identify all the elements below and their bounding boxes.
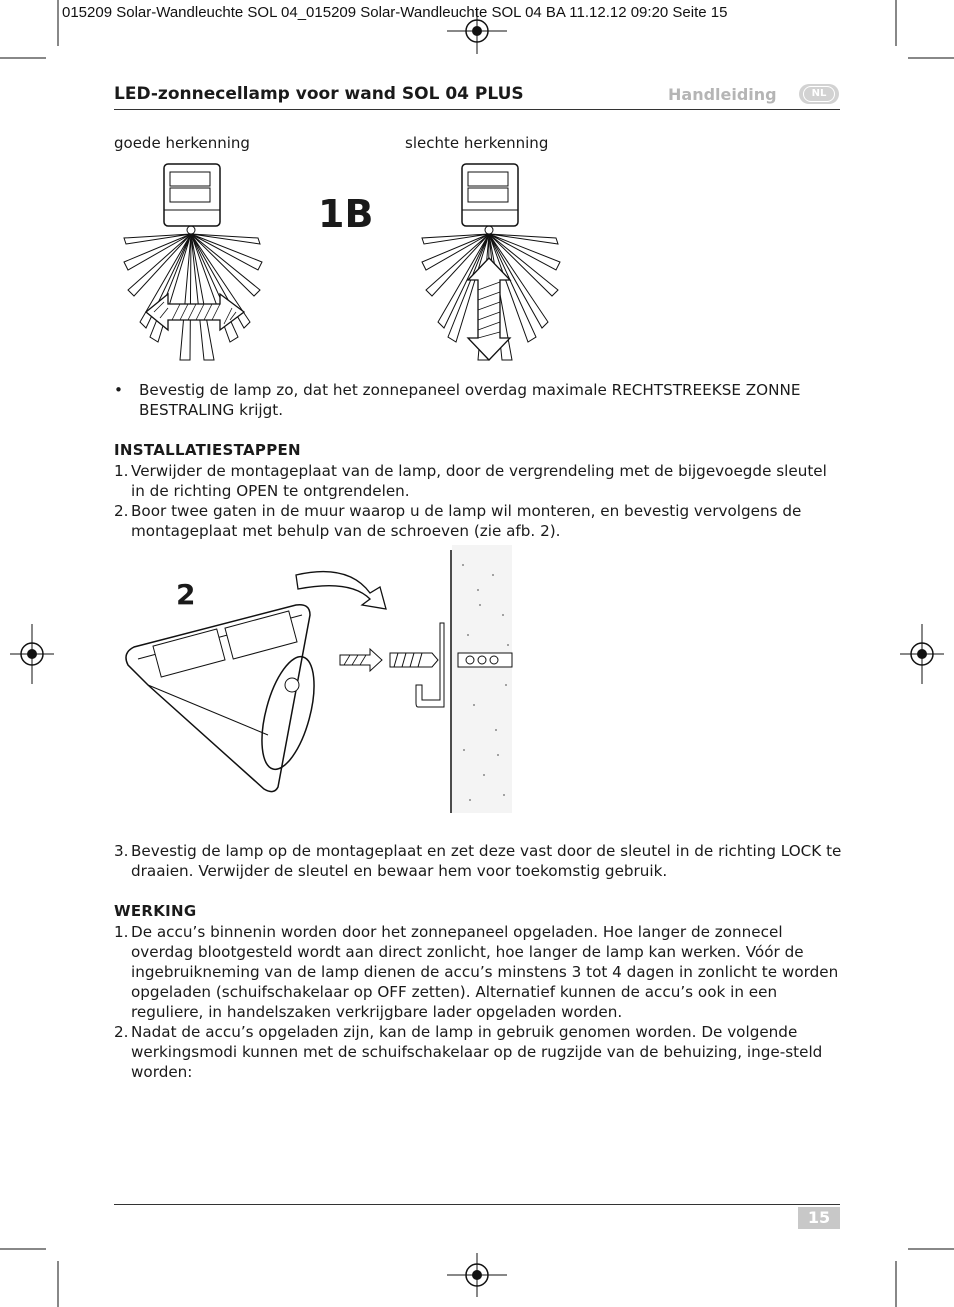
step-text: Nadat de accu’s opgeladen zijn, kan de lamp in gebruik genomen worden. De volgende werkingsmodi kunnen met de schuifschakelaar op de rugzijde van de behuizing, inge-steld worden:: [131, 1023, 823, 1081]
page-title: LED-zonnecellamp voor wand SOL 04 PLUS: [114, 84, 524, 104]
registration-mark-right: [900, 624, 944, 684]
registration-mark-left: [10, 624, 54, 684]
registration-mark-bottom: [447, 1253, 507, 1297]
step-text: De accu’s binnenin worden door het zonnepaneel opgeladen. Hoe langer de zonnecel overdag blootgesteld wordt aan direct zonlicht, hoe langer de lamp kan werken. Vóór de ingebruikneming van de lamp dienen de accu’s minstens 3 tot 4 dagen in zonlicht te worden opgeladen (schuifschakelaar op OFF zetten). Alternatief kunnen de accu’s ook in een reguliere, in handelszaken verkrijgbare lader opgeladen worden.: [131, 923, 839, 1021]
step-text: Verwijder de montageplaat van de lamp, door de vergrendeling met de bijgevoegde sleutel in de richting OPEN te ontgrendelen.: [131, 462, 827, 500]
installation-heading: INSTALLATIESTAPPEN: [114, 441, 301, 459]
operation-step-2: [114, 1022, 844, 1082]
good-detection-caption: goede herkenning: [114, 134, 250, 152]
footer-rule: [114, 1204, 840, 1205]
header-rule: [114, 109, 840, 110]
good-detection-illustration: [120, 162, 270, 362]
step-number: 3.: [114, 842, 129, 860]
operation-step-1: [114, 922, 844, 1022]
step-number: 1.: [114, 462, 129, 480]
section-label: Handleiding: [668, 85, 777, 104]
bad-detection-caption: slechte herkenning: [405, 134, 549, 152]
step-number: 2.: [114, 1023, 129, 1041]
install-step-1: [114, 461, 844, 501]
install-step-2: [114, 501, 844, 541]
language-badge: [799, 84, 839, 104]
install-step-3: [114, 841, 844, 881]
bad-detection-illustration: [418, 162, 568, 362]
figure-2-label: 2: [176, 578, 196, 611]
step-text: Boor twee gaten in de muur waarop u de lamp wil monteren, en bevestig vervolgens de montageplaat met behulp van de schroeven (zie afb. 2).: [131, 502, 802, 540]
mounting-illustration: [118, 545, 518, 815]
operation-heading: WERKING: [114, 902, 197, 920]
figure-1b-label: 1B: [318, 192, 374, 236]
step-text: Bevestig de lamp op de montageplaat en zet deze vast door de sleutel in de richting LOCK te draaien. Verwijder de sleutel en bewaar hem voor toekomstig gebruik.: [131, 842, 842, 880]
page-number: 15: [798, 1207, 840, 1229]
bullet-mark: •: [114, 381, 123, 399]
bullet-text: Bevestig de lamp zo, dat het zonnepaneel overdag maximale RECHTSTREEKSE ZONNE BESTRALING krijgt.: [139, 381, 801, 419]
step-number: 2.: [114, 502, 129, 520]
language-code: NL: [803, 86, 835, 102]
print-slug: 015209 Solar-Wandleuchte SOL 04_015209 Solar-Wandleuchte SOL 04 BA 11.12.12 09:20 Seite 15: [62, 4, 728, 21]
step-number: 1.: [114, 923, 129, 941]
